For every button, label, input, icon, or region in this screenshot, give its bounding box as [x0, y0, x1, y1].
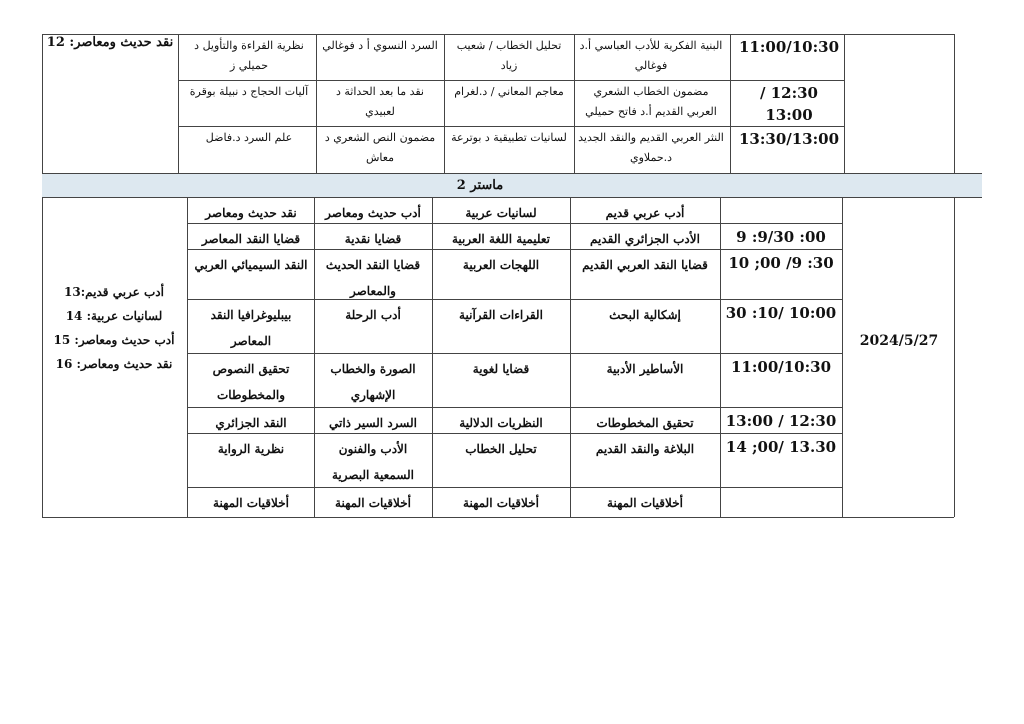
- grid-line: [187, 249, 842, 250]
- grid-line: [187, 433, 842, 434]
- course-cell: اللهجات العربية: [462, 258, 540, 272]
- course-cell: تحقيق النصوص والمخطوطات: [212, 362, 290, 402]
- slot-time: 30: 9/ 00; 10: [728, 254, 834, 272]
- grid-line: [570, 197, 571, 517]
- course-cell: تحليل الخطاب: [465, 442, 537, 456]
- slot-time: 00: 9/30: 9: [736, 228, 826, 246]
- course-cell: بيبليوغرافيا النقد المعاصر: [210, 308, 292, 348]
- course-cell: قضايا النقد العربي القديم: [582, 258, 708, 272]
- course-cell: الأدب والفنون السمعية البصرية: [331, 442, 415, 482]
- grid-line: [954, 34, 955, 174]
- grid-line: [316, 34, 317, 174]
- grid-line: [720, 197, 721, 517]
- grid-line: [954, 197, 955, 517]
- side-count: نقد حديث ومعاصر: 16: [55, 357, 173, 371]
- upper-time: 13:30/13:00: [738, 130, 840, 148]
- track-header: نقد حديث ومعاصر: [205, 206, 297, 220]
- slot-time: 13.30 /00; 14: [725, 438, 837, 456]
- upper-cell: نظرية القراءة والتأويل د حميلي ز: [194, 39, 304, 72]
- grid-line: [42, 197, 43, 517]
- grid-line: [444, 34, 445, 174]
- course-cell: أخلاقيات المهنة: [607, 496, 683, 510]
- course-cell: أخلاقيات المهنة: [463, 496, 539, 510]
- upper-cell: النثر العربي القديم والنقد الجديد د.حملاوي: [578, 131, 724, 164]
- slot-time: 11:00/10:30: [730, 358, 832, 376]
- upper-cell: نقد ما بعد الحداثة د لعبيدي: [336, 85, 424, 118]
- upper-cell: البنية الفكرية للأدب العباسي أ.د فوغالي: [579, 39, 723, 72]
- grid-line: [42, 197, 982, 198]
- grid-line: [574, 34, 575, 174]
- upper-time: 12:30 / 13:00: [760, 84, 818, 124]
- upper-side-note: نقد حديث ومعاصر: 12: [46, 35, 174, 50]
- course-cell: الصورة والخطاب الإشهاري: [330, 362, 416, 402]
- side-count: لسانيات عربية: 14: [65, 309, 163, 323]
- grid-line: [432, 197, 433, 517]
- grid-line: [42, 173, 982, 174]
- slot-time: [720, 488, 842, 516]
- upper-cell: مضمون الخطاب الشعري العربي القديم أ.د فاتح حميلي: [585, 85, 717, 118]
- upper-cell: مضمون النص الشعري د معاش: [324, 131, 436, 164]
- grid-line: [187, 407, 842, 408]
- course-cell: القراءات القرآنية: [459, 308, 543, 322]
- grid-line: [730, 34, 731, 174]
- grid-line: [187, 487, 842, 488]
- course-cell: تعليمية اللغة العربية: [451, 232, 551, 246]
- track-header: أدب حديث ومعاصر: [325, 206, 421, 220]
- course-cell: أخلاقيات المهنة: [213, 496, 289, 510]
- course-cell: قضايا النقد المعاصر: [201, 232, 301, 246]
- upper-cell: معاجم المعاني / د.لغرام: [454, 85, 564, 98]
- master-label: ماستر 2: [456, 178, 504, 193]
- grid-line: [178, 80, 844, 81]
- grid-line: [187, 197, 188, 517]
- grid-line: [42, 34, 43, 174]
- grid-line: [42, 517, 954, 518]
- course-cell: أخلاقيات المهنة: [335, 496, 411, 510]
- course-cell: تحقيق المخطوطات: [596, 416, 694, 430]
- slot-time: 10:00 /10: 30: [725, 304, 837, 322]
- upper-cell: علم السرد د.فاضل: [205, 131, 293, 144]
- course-cell: الأساطير الأدبية: [606, 362, 684, 376]
- grid-line: [314, 197, 315, 517]
- upper-time: 11:00/10:30: [738, 38, 840, 56]
- grid-line: [187, 223, 842, 224]
- side-count: أدب عربي قديم:13: [64, 285, 164, 299]
- course-cell: النقد الجزائري: [215, 416, 287, 430]
- exam-date: 2024/5/27: [859, 333, 939, 349]
- course-cell: إشكالية البحث: [609, 308, 681, 322]
- grid-line: [187, 299, 842, 300]
- track-header: لسانيات عربية: [465, 206, 537, 220]
- upper-cell: آليات الحجاج د نبيلة بوقرة: [189, 85, 309, 98]
- course-cell: قضايا لغوية: [472, 362, 530, 376]
- side-count: أدب حديث ومعاصر: 15: [53, 333, 175, 347]
- grid-line: [187, 353, 842, 354]
- upper-cell: لسانيات تطبيقية د بوترعة: [451, 131, 567, 144]
- track-header: أدب عربي قديم: [605, 206, 685, 220]
- upper-cell: السرد النسوي أ د فوغالي: [322, 39, 438, 52]
- course-cell: النظريات الدلالية: [459, 416, 543, 430]
- course-cell: قضايا نقدية: [344, 232, 402, 246]
- course-cell: الأدب الجزائري القديم: [590, 232, 700, 246]
- course-cell: أدب الرحلة: [345, 308, 401, 322]
- course-cell: قضايا النقد الحديث والمعاصر: [325, 258, 421, 298]
- course-cell: النقد السيميائي العربي: [194, 258, 308, 272]
- course-cell: البلاغة والنقد القديم: [595, 442, 695, 456]
- grid-line: [842, 197, 843, 517]
- upper-cell: تحليل الخطاب / شعيب زياد: [456, 39, 562, 72]
- grid-line: [844, 34, 845, 174]
- course-cell: نظرية الرواية: [217, 442, 285, 456]
- grid-line: [178, 126, 844, 127]
- course-cell: السرد السير ذاتي: [329, 416, 417, 430]
- grid-line: [178, 34, 179, 174]
- slot-time: 12:30 / 13:00: [725, 412, 837, 430]
